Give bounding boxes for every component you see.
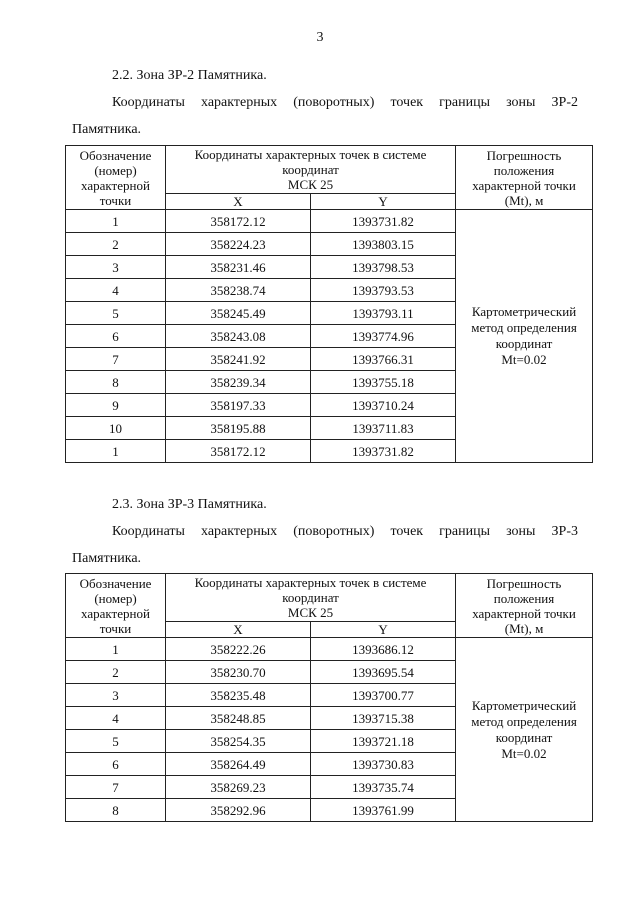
- header-x-cell: X: [166, 622, 311, 638]
- method-cell: [456, 638, 593, 822]
- header-line: (номер): [94, 162, 137, 178]
- header-y-cell: Y: [311, 194, 456, 210]
- y-coordinate-cell: 1393793.53: [311, 279, 456, 302]
- point-number-cell: 3: [66, 256, 166, 279]
- y-coordinate-cell: 1393731.82: [311, 440, 456, 463]
- paragraph-line: Памятника.: [72, 551, 142, 566]
- point-number-cell: 4: [66, 707, 166, 730]
- header-line: Координаты характерных точек в системе: [194, 575, 427, 590]
- header-line: характерной: [81, 177, 150, 193]
- point-number-cell: 8: [66, 799, 166, 822]
- x-coordinate-cell: 358243.08: [166, 325, 311, 348]
- header-line: характерной: [81, 605, 150, 621]
- x-coordinate-cell: 358269.23: [166, 776, 311, 799]
- method-line: Картометрический: [471, 697, 577, 713]
- y-coordinate-cell: 1393774.96: [311, 325, 456, 348]
- x-coordinate-cell: 358172.12: [166, 210, 311, 233]
- header-error-cell: [456, 574, 593, 638]
- y-coordinate-cell: 1393730.83: [311, 753, 456, 776]
- x-coordinate-cell: 358230.70: [166, 661, 311, 684]
- point-number-cell: 10: [66, 417, 166, 440]
- x-coordinate-cell: 358235.48: [166, 684, 311, 707]
- x-coordinate-cell: 358239.34: [166, 371, 311, 394]
- x-coordinate-cell: 358197.33: [166, 394, 311, 417]
- header-line: характерной точки: [472, 605, 576, 621]
- x-coordinate-cell: 358172.12: [166, 440, 311, 463]
- point-number-cell: 3: [66, 684, 166, 707]
- method-cell: [456, 210, 593, 463]
- coordinates-table-zr3: [65, 573, 593, 822]
- y-coordinate-cell: 1393721.18: [311, 730, 456, 753]
- header-line: точки: [99, 192, 132, 208]
- header-line: (Mt), м: [504, 192, 544, 208]
- header-line: характерной точки: [472, 177, 576, 193]
- point-number-cell: 6: [66, 753, 166, 776]
- point-number-cell: 1: [66, 440, 166, 463]
- method-line: Картометрический: [471, 304, 577, 319]
- point-number-cell: 5: [66, 302, 166, 325]
- header-line: положения: [493, 590, 555, 606]
- y-coordinate-cell: 1393695.54: [311, 661, 456, 684]
- point-number-cell: 7: [66, 776, 166, 799]
- header-coords-cell: [166, 146, 456, 194]
- paragraph-line: Координаты характерных (поворотных) точек границы зоны ЗР-2: [112, 95, 578, 110]
- x-coordinate-cell: 358292.96: [166, 799, 311, 822]
- header-error-cell: [456, 146, 593, 210]
- coordinates-table-zr2: [65, 145, 593, 463]
- header-line: точки: [99, 620, 132, 636]
- y-coordinate-cell: 1393755.18: [311, 371, 456, 394]
- point-number-cell: 6: [66, 325, 166, 348]
- point-number-cell: 1: [66, 210, 166, 233]
- header-line: положения: [493, 162, 555, 178]
- method-line: Mt=0.02: [501, 352, 547, 367]
- point-number-cell: 9: [66, 394, 166, 417]
- point-number-cell: 1: [66, 638, 166, 661]
- header-x-cell: X: [166, 194, 311, 210]
- point-number-cell: 4: [66, 279, 166, 302]
- section-heading-zr2: 2.2. Зона ЗР-2 Памятника.: [112, 68, 267, 83]
- x-coordinate-cell: 358195.88: [166, 417, 311, 440]
- method-line: координат: [495, 336, 553, 351]
- x-coordinate-cell: 358254.35: [166, 730, 311, 753]
- y-coordinate-cell: 1393761.99: [311, 799, 456, 822]
- section-heading-zr3: 2.3. Зона ЗР-3 Памятника.: [112, 497, 267, 512]
- y-coordinate-cell: 1393798.53: [311, 256, 456, 279]
- table-row: [66, 638, 593, 661]
- header-line: МСК 25: [287, 605, 334, 620]
- y-coordinate-cell: 1393766.31: [311, 348, 456, 371]
- header-line: Обозначение: [79, 147, 152, 163]
- y-coordinate-cell: 1393803.15: [311, 233, 456, 256]
- header-point-cell: [66, 146, 166, 210]
- y-coordinate-cell: 1393686.12: [311, 638, 456, 661]
- header-line: Обозначение: [79, 575, 152, 591]
- method-line: координат: [495, 729, 553, 745]
- y-coordinate-cell: 1393700.77: [311, 684, 456, 707]
- header-line: Координаты характерных точек в системе: [194, 147, 427, 162]
- x-coordinate-cell: 358222.26: [166, 638, 311, 661]
- method-line: метод определения: [471, 713, 577, 729]
- x-coordinate-cell: 358238.74: [166, 279, 311, 302]
- point-number-cell: 5: [66, 730, 166, 753]
- x-coordinate-cell: 358231.46: [166, 256, 311, 279]
- y-coordinate-cell: 1393731.82: [311, 210, 456, 233]
- header-line: координат: [282, 590, 339, 605]
- header-line: Погрешность: [486, 147, 562, 163]
- header-line: Погрешность: [486, 575, 562, 591]
- x-coordinate-cell: 358264.49: [166, 753, 311, 776]
- y-coordinate-cell: 1393715.38: [311, 707, 456, 730]
- header-line: (Mt), м: [504, 620, 544, 636]
- method-line: метод определения: [471, 320, 577, 335]
- point-number-cell: 7: [66, 348, 166, 371]
- header-line: (номер): [94, 590, 137, 606]
- y-coordinate-cell: 1393735.74: [311, 776, 456, 799]
- header-point-cell: [66, 574, 166, 638]
- point-number-cell: 2: [66, 661, 166, 684]
- header-y-cell: Y: [311, 622, 456, 638]
- y-coordinate-cell: 1393793.11: [311, 302, 456, 325]
- paragraph-line: Памятника.: [72, 122, 142, 137]
- method-line: Mt=0.02: [501, 745, 547, 761]
- x-coordinate-cell: 358245.49: [166, 302, 311, 325]
- point-number-cell: 2: [66, 233, 166, 256]
- table-row: [66, 210, 593, 233]
- paragraph-line: Координаты характерных (поворотных) точек границы зоны ЗР-3: [112, 524, 578, 539]
- page-number: 3: [316, 30, 324, 45]
- x-coordinate-cell: 358248.85: [166, 707, 311, 730]
- x-coordinate-cell: 358241.92: [166, 348, 311, 371]
- section-paragraph-zr2: [72, 89, 578, 143]
- point-number-cell: 8: [66, 371, 166, 394]
- y-coordinate-cell: 1393710.24: [311, 394, 456, 417]
- header-line: МСК 25: [287, 177, 334, 192]
- x-coordinate-cell: 358224.23: [166, 233, 311, 256]
- header-line: координат: [282, 162, 339, 177]
- header-coords-cell: [166, 574, 456, 622]
- section-paragraph-zr3: [72, 518, 578, 572]
- y-coordinate-cell: 1393711.83: [311, 417, 456, 440]
